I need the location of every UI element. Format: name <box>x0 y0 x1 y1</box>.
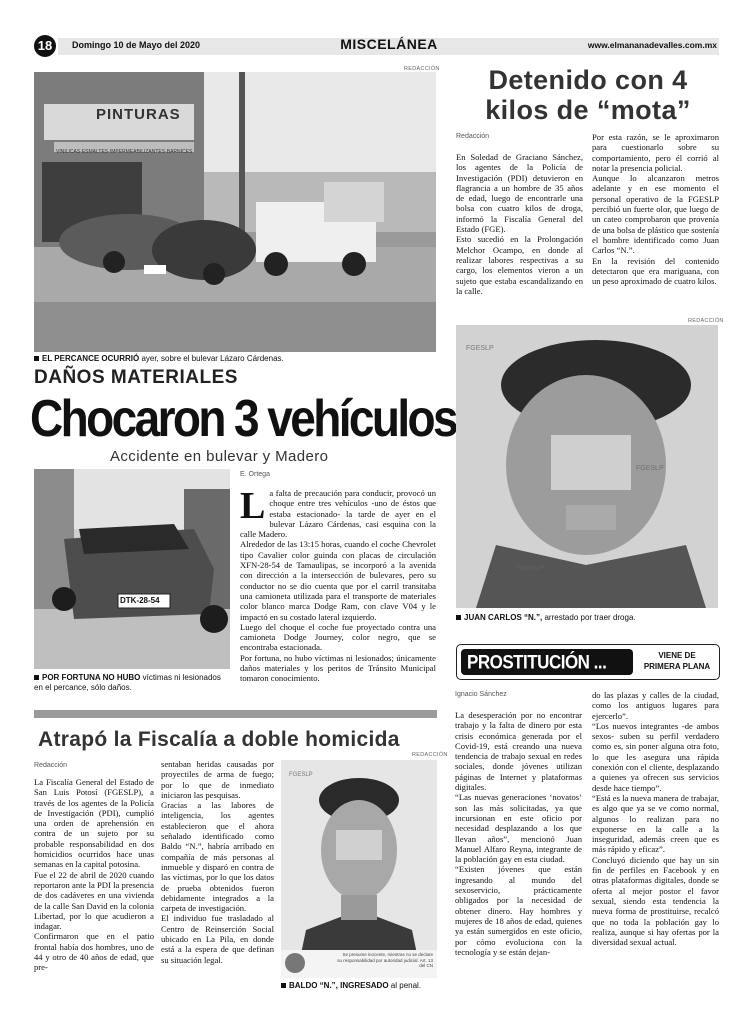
crash-plate: DTK-28-54 <box>120 596 160 605</box>
fiscalia-caption-rest: al penal. <box>390 981 422 990</box>
fiscalia-col1-p3: Confirmaron que en el patio frontal había dos hombres, uno de 44 y otro de 40 años de edad, que pre- <box>34 931 154 973</box>
prostitucion-col-1 <box>455 710 582 1002</box>
prost-col2-p2: “Los nuevos integrantes -de ambos sexos- suben su perfil verdadero como es, sin poner alguna otra foto, lo que les asegura una rápida conexión con el cliente, desplazando a quienes ya ofrecen sus servicios desde hace tiempo”. <box>592 720 719 793</box>
detenido-caption-rest: arrestado por traer droga. <box>544 613 636 622</box>
detenido-photo-credit: REDACCIÓN <box>688 318 724 324</box>
detenido-col1-p2: Esto sucedió en la Prolongación Melchor Ocampo, en donde al realizar labores respectivas a su cargo, los elementos vieron a un sujeto que estaba escandalizando en la calle. <box>456 234 583 296</box>
fiscalia-photo-note: Se presume inocente, mientras no se declare su responsabilidad por autoridad judicial. Art. 13 del CN <box>337 952 433 968</box>
crash-photo-2 <box>34 469 230 669</box>
prost-col1-p1: La desesperación por no encontrar trabajo y la falta de dinero por esta crisis económica generada por el Covid-19, está creando una nueva tendencia de trabajo sexual en redes sociales, donde jóvenes utilizan páginas de Internet y plataformas digitales. <box>455 710 582 793</box>
header-date: Domingo 10 de Mayo del 2020 <box>72 40 201 50</box>
crash-headline: Chocaron 3 vehículos <box>30 388 457 448</box>
fiscalia-rule <box>34 710 437 718</box>
detenido-col-2 <box>592 132 719 320</box>
prost-col1-p3: “Existen jóvenes que están ingresando al mundo del sexoservicio, prácticamente obligados por la necesidad de obtener dinero. Hay hombres y mujeres de 18 años de edad, quienes ya están sumergidos en este oficio, por cómo evoluciona con la tecnología y se están dejan- <box>455 864 582 957</box>
crash-caption-rest: ayer, sobre el bulevar Lázaro Cárdenas. <box>141 354 284 363</box>
fiscalia-col1-p1: La Fiscalía General del Estado de San Luis Potosí (FGESLP), a través de los agentes de la Policía de Investigación (PDI), cumplió una orden de aprehensión en contra de un sujeto por su probable responsabilidad en dos homicidios ocurridos hace unas semanas en la capital potosina. <box>34 777 154 870</box>
detenido-col2-p1: Por esta razón, se le aproximaron para cuestionarlo sobre su comportamiento, pero él corrió al notar la presencia policial. <box>592 132 719 173</box>
fiscalia-caption-bold: BALDO “N.”, INGRESADO <box>289 981 389 990</box>
caption-bullet <box>34 675 39 680</box>
section-title: MISCELÁNEA <box>340 36 438 52</box>
crash-paragraph-3: Luego del choque el coche fue proyectado contra una camioneta Dodge Journey, color negro, que se encontraba estacionada. <box>240 621 436 653</box>
crash-photo-2-illustration <box>34 469 230 669</box>
fiscalia-byline: Redacción <box>34 762 68 769</box>
crash-byline: E. Ortega <box>240 471 270 478</box>
fiscalia-photo-illustration <box>281 760 437 978</box>
prostitucion-byline: Ignacio Sánchez <box>455 691 507 698</box>
detenido-col2-p2: Aunque lo alcanzaron metros adelante y en ese momento el personal operativo de la FGESLP percibió un fuerte olor, que luego de un cateo comprobaron que provenía de una bolsa de plástico que sostenía el hombre identificado como Juan Carlos “N.”. <box>592 173 719 256</box>
detenido-watermark: FGESLP <box>466 345 494 352</box>
crash-photo-illustration <box>34 72 436 352</box>
caption-bullet <box>34 356 39 361</box>
prost-col1-p2: “Las nuevas generaciones ‘novatos’ son las más solicitadas, ya que incursionan en este oficio por necesidad desplazando a los que llevan años”, mencionó Juan Manuel Alfaro Reyna, integrante de la población gay en esta ciudad. <box>455 792 582 865</box>
crash-caption-bold: EL PERCANCE OCURRIÓ <box>42 354 140 363</box>
crash-photo-credit: REDACCIÓN <box>404 66 440 72</box>
website-link[interactable]: www.elmananadevalles.com.mx <box>587 40 717 50</box>
detenido-byline: Redacción <box>456 133 490 140</box>
fiscalia-col1-p2: Fue el 22 de abril de 2020 cuando reportaron ante la PDI la presencia de dos cadáveres en una vivienda de la calle San David en la colonia Libertad, por lo que acudieron a indagar. <box>34 869 154 932</box>
prost-col2-p3: “Está es la nueva manera de trabajar, es algo que ya se ve como normal, algunos lo realizan para no exponerse en la calle a la inseguridad, además creen que es más rápido y eficaz”. <box>592 792 719 855</box>
prostitucion-label: PROSTITUCIÓN ... <box>467 651 607 673</box>
prost-col2-p1: do las plazas y calles de la ciudad, como los antiguos lugares para ejercerlo”. <box>592 690 719 721</box>
crash-drop-cap: L <box>240 488 266 527</box>
crash2-caption-bold: POR FORTUNA NO HUBO <box>42 673 141 682</box>
fiscalia-col2-p3: El individuo fue trasladado al Centro de Reinserción Social ubicado en La Pila, en donde está a la espera de que definan su situación legal. <box>161 913 274 965</box>
prostitucion-primera: PRIMERA PLANA <box>643 662 711 671</box>
detenido-col2-p3: En la revisión del contenido detectaron que era mariguana, con un peso aproximado de cuatro kilos. <box>592 255 719 287</box>
page-number: 18 <box>37 38 53 53</box>
fiscalia-caption <box>281 981 439 991</box>
caption-bullet <box>456 615 461 620</box>
detenido-headline: Detenido con 4 kilos de “mota” <box>485 65 691 125</box>
detenido-caption-bold: JUAN CARLOS “N.”, <box>464 613 543 622</box>
prostitucion-col-2 <box>592 690 719 1002</box>
prostitucion-banner <box>456 644 720 680</box>
crash-photo-2-caption <box>34 673 230 693</box>
detenido-watermark-3: FGESLP <box>516 565 544 572</box>
crash-paragraph-2: Alrededor de las 13:15 horas, cuando el coche Chevrolet tipo Cavalier color guinda con placas de circulación XFN-28-54 de Tamaulipas, se incorporó a la avenida con dirección a la intersección de bulevares, pero su conductor no se dio cuenta que por el carril transitaba una camioneta utilizada para el transporte de materiales color blanco marca Dodge Ram, con clave V04 y le impactó en su costado lateral izquierdo. <box>240 539 436 622</box>
crash-kicker: DAÑOS MATERIALES <box>34 367 238 388</box>
detenido-photo-illustration <box>456 325 718 608</box>
detenido-watermark-2: FGESLP <box>636 465 664 472</box>
page-header <box>34 35 719 57</box>
crash-photo-caption <box>34 354 436 364</box>
crash-paragraph-4: Por fortuna, no hubo víctimas ni lesionados; únicamente daños materiales y los peritos de Tránsito Municipal tomaron conocimiento. <box>240 652 436 684</box>
fiscalia-col2-p2: Gracias a las labores de inteligencia, los agentes establecieron que el ahora señalado identificado como Baldo “N.”, habría arribado en compañía de más personas al inmueble y disparó en contra de las víctimas, por lo que los datos de prueba obtenidos fueron debidamente integrados a la carpeta de investigación. <box>161 800 274 914</box>
crash-paragraph-1: a falta de precaución para conducir, provocó un choque entre tres vehículos -uno de éstos que estaba estacionado- la tarde de ayer en el bulevar Lázaro Cárdenas, casi esquina con la calle Madero. <box>240 488 436 540</box>
fiscalia-watermark: FGESLP <box>289 772 313 778</box>
fiscalia-col-2 <box>161 759 274 1003</box>
crash-body <box>240 488 436 694</box>
crash-shop-subsign: VINILICAS·ESMALTES·IMPERMEABILIZANTES·BARNICES <box>56 149 193 155</box>
crash-subhead: Accidente en bulevar y Madero <box>110 448 329 465</box>
crash-photo <box>34 72 436 352</box>
prostitucion-viene: VIENE DE <box>658 651 696 660</box>
detenido-photo <box>456 325 718 608</box>
crash-shop-sign: PINTURAS <box>96 106 181 123</box>
fiscalia-col2-p1: sentaban heridas causadas por proyectiles de arma de fuego; por lo que de inmediato iniciaron las pesquisas. <box>161 759 274 800</box>
fiscalia-photo <box>281 760 437 978</box>
detenido-caption <box>456 613 718 623</box>
detenido-col1-p1: En Soledad de Graciano Sánchez, los agentes de la Policía de Investigación (PDI) detuvieron en flagrancia a un hombre de 35 años de edad, luego de encontrarle una bolsa con cuatro kilos de droga, informó la Fiscalía General del Estado (FGE). <box>456 152 583 235</box>
page-number-badge <box>34 35 56 57</box>
prost-col2-p4: Concluyó diciendo que hay un sin fin de perfiles en Facebook y en otras plataformas digitales, donde se oferta al mejor postor el favor sexual, siendo esta tendencia la nueva forma de prostituirse, recalcó que no toda la población gay lo realiza, aunque si hay ofertas por la diversidad sexual actual. <box>592 854 719 948</box>
detenido-col-1 <box>456 152 583 320</box>
fiscalia-headline: Atrapó la Fiscalía a doble homicida <box>38 728 400 751</box>
caption-bullet <box>281 983 286 988</box>
fiscalia-photo-credit: REDACCIÓN <box>412 752 448 758</box>
crash2-caption-rest: víctimas ni lesionados en el percance, sólo daños. <box>34 673 221 692</box>
fiscalia-col-1 <box>34 777 154 1003</box>
